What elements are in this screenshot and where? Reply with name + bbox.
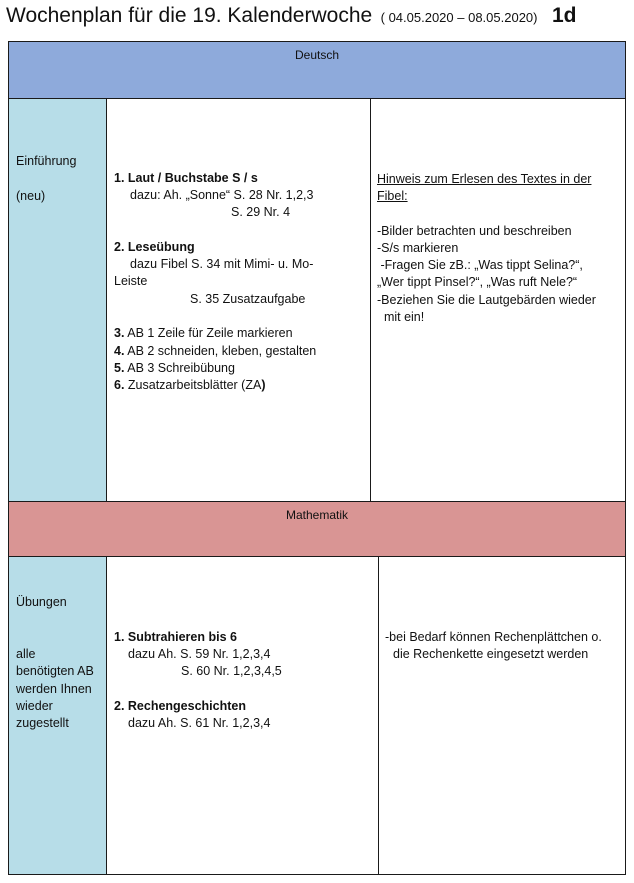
mathematik-hints-cell: [378, 556, 626, 875]
mathematik-hint-line: die Rechenkette eingesetzt werden: [393, 647, 589, 661]
mathematik-side-note: alle: [16, 647, 36, 661]
subject-header-deutsch: [8, 41, 626, 99]
mathematik-task-2-detail: dazu Ah. S. 61 Nr. 1,2,3,4: [128, 716, 271, 730]
mathematik-side-note: werden Ihnen: [16, 682, 92, 696]
deutsch-task-2-detail: Leiste: [114, 274, 148, 288]
page-title-row: [6, 4, 576, 28]
class-label: 1d: [551, 4, 577, 27]
deutsch-task-1-detail: dazu: Ah. „Sonne“ S. 28 Nr. 1,2,3: [130, 188, 314, 202]
deutsch-task-5: 5. AB 3 Schreibübung: [114, 361, 235, 375]
deutsch-hint-line: -Bilder betrachten und beschreiben: [377, 224, 572, 238]
deutsch-hints-heading: Fibel:: [377, 189, 408, 203]
deutsch-task-2-title: 2. Leseübung: [114, 240, 195, 254]
deutsch-hint-line: -Fragen Sie zB.: „Was tippt Selina?“,: [377, 258, 583, 272]
deutsch-side-column: [8, 98, 107, 502]
subject-title-deutsch: Deutsch: [294, 48, 340, 62]
deutsch-hint-line: -S/s markieren: [377, 241, 459, 255]
mathematik-task-2-title: 2. Rechengeschichten: [114, 699, 246, 713]
deutsch-hint-line: mit ein!: [377, 310, 425, 324]
deutsch-task-3: 3. AB 1 Zeile für Zeile markieren: [114, 326, 293, 340]
deutsch-hints-cell: [370, 98, 626, 502]
mathematik-tasks-cell: [106, 556, 379, 875]
mathematik-task-1-detail: S. 60 Nr. 1,2,3,4,5: [181, 664, 282, 678]
deutsch-side-label: Einführung: [16, 154, 77, 168]
deutsch-task-4: 4. AB 2 schneiden, kleben, gestalten: [114, 344, 317, 358]
subject-header-mathematik: [8, 501, 626, 557]
deutsch-task-6: 6. Zusatzarbeitsblätter (ZA): [114, 378, 266, 392]
mathematik-side-label: Übungen: [16, 595, 67, 609]
mathematik-task-1-title: 1. Subtrahieren bis 6: [114, 630, 237, 644]
deutsch-task-2-detail: S. 35 Zusatzaufgabe: [190, 292, 306, 306]
deutsch-tasks-cell: [106, 98, 371, 502]
deutsch-task-1-title: 1. Laut / Buchstabe S / s: [114, 171, 258, 185]
page-title: Wochenplan für die 19. Kalenderwoche: [6, 4, 373, 27]
deutsch-task-2-detail: dazu Fibel S. 34 mit Mimi- u. Mo-: [130, 257, 314, 271]
mathematik-side-note: zugestellt: [16, 716, 69, 730]
deutsch-task-1-detail: S. 29 Nr. 4: [231, 205, 291, 219]
deutsch-hints-heading: Hinweis zum Erlesen des Textes in der: [377, 172, 592, 186]
mathematik-side-note: benötigten AB: [16, 664, 94, 678]
deutsch-hint-line: „Wer tippt Pinsel?“, „Was ruft Nele?“: [377, 275, 578, 289]
mathematik-side-column: [8, 556, 107, 875]
date-range: ( 04.05.2020 – 08.05.2020): [380, 10, 538, 25]
subject-title-mathematik: Mathematik: [285, 508, 349, 522]
mathematik-task-1-detail: dazu Ah. S. 59 Nr. 1,2,3,4: [128, 647, 271, 661]
deutsch-hint-line: -Beziehen Sie die Lautgebärden wieder: [377, 293, 596, 307]
mathematik-hint-line: -bei Bedarf können Rechenplättchen o.: [385, 630, 602, 644]
mathematik-side-note: wieder: [16, 699, 53, 713]
deutsch-side-note: (neu): [16, 189, 46, 203]
